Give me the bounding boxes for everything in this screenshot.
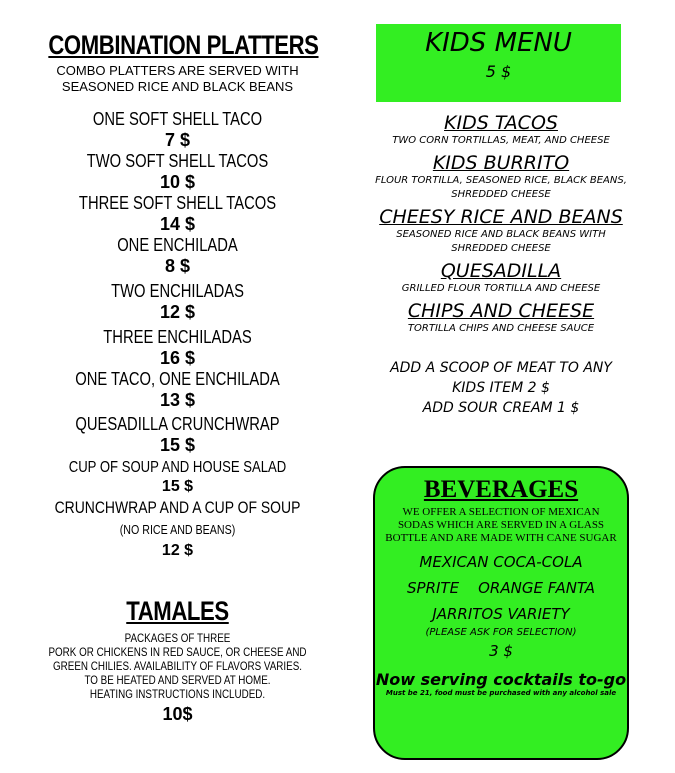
- kids-items: [362, 112, 640, 418]
- kids-item: KIDS BURRITO FLOUR TORTILLA, SEASONED RICE, BLACK BEANS, SHREDDED CHEESE: [375, 152, 627, 200]
- beverage-item: SPRITE ORANGE FANTA: [407, 579, 595, 597]
- kids-item: CHIPS AND CHEESE TORTILLA CHIPS AND CHEESE SAUCE: [407, 300, 595, 334]
- kids-item: KIDS TACOS TWO CORN TORTILLAS, MEAT, AND CHEESE: [392, 112, 610, 146]
- kids-addons: ADD A SCOOP OF MEAT TO ANY KIDS ITEM 2 $ ADD SOUR CREAM 1 $: [390, 360, 612, 416]
- combo-item: ONE SOFT SHELL TACO 7 $: [92, 109, 263, 150]
- combo-item: CUP OF SOUP AND HOUSE SALAD 15 $: [68, 459, 287, 495]
- combo-item: TWO ENCHILADAS 12 $: [111, 281, 244, 322]
- combo-item: ONE TACO, ONE ENCHILADA 13 $: [75, 369, 280, 410]
- kids-item: QUESADILLA GRILLED FLOUR TORTILLA AND CHEESE: [401, 260, 601, 294]
- beverages-box: [373, 466, 629, 760]
- beverage-price: 3 $: [489, 642, 513, 660]
- tamales-line: PACKAGES OF THREE: [124, 631, 231, 645]
- combo-item-note: (NO RICE AND BEANS): [119, 522, 236, 537]
- beverage-note: (PLEASE ASK FOR SELECTION): [425, 627, 577, 638]
- combo-item: CRUNCHWRAP AND A CUP OF SOUP (NO RICE AND BEANS) 12 $: [20, 498, 335, 562]
- combo-item: QUESADILLA CRUNCHWRAP 15 $: [75, 414, 280, 455]
- cocktails-banner: Now serving cocktails to-go: [375, 670, 627, 689]
- beverages-description: WE OFFER A SELECTION OF MEXICAN SODAS WHICH ARE SERVED IN A GLASS BOTTLE AND ARE MADE WITH CANE SUGAR: [385, 506, 617, 544]
- tamales-title: TAMALES: [126, 596, 229, 626]
- beverage-item: MEXICAN COCA-COLA: [419, 553, 583, 571]
- tamales-price: 10$: [162, 704, 193, 724]
- tamales-line: HEATING INSTRUCTIONS INCLUDED.: [89, 687, 266, 701]
- beverage-item: JARRITOS VARIETY: [432, 605, 570, 623]
- combo-list: [20, 109, 335, 562]
- combo-item: THREE ENCHILADAS 16 $: [103, 327, 252, 368]
- cocktails-fine-print: Must be 21, food must be purchased with any alcohol sale: [385, 689, 617, 697]
- beverages-title: BEVERAGES: [423, 476, 579, 503]
- kids-menu-price: 5 $: [485, 62, 512, 81]
- combo-item: THREE SOFT SHELL TACOS 14 $: [78, 193, 277, 234]
- combo-subtitle: COMBO PLATTERS ARE SERVED WITH SEASONED RICE AND BLACK BEANS: [56, 63, 299, 94]
- tamales-line: PORK OR CHICKENS IN RED SAUCE, OR CHEESE AND: [48, 645, 307, 659]
- tamales-line: TO BE HEATED AND SERVED AT HOME.: [84, 673, 271, 687]
- combo-section: [20, 30, 335, 725]
- kids-menu-title: KIDS MENU: [425, 28, 572, 58]
- combo-item: ONE ENCHILADA 8 $: [117, 235, 238, 276]
- combo-title: COMBINATION PLATTERS: [48, 30, 319, 60]
- kids-item: CHEESY RICE AND BEANS SEASONED RICE AND BLACK BEANS WITH SHREDDED CHEESE: [379, 206, 623, 254]
- tamales-line: GREEN CHILIES. AVAILABILITY OF FLAVORS VARIES.: [53, 659, 302, 673]
- combo-item: TWO SOFT SHELL TACOS 10 $: [86, 151, 269, 192]
- kids-menu-banner: [376, 24, 621, 102]
